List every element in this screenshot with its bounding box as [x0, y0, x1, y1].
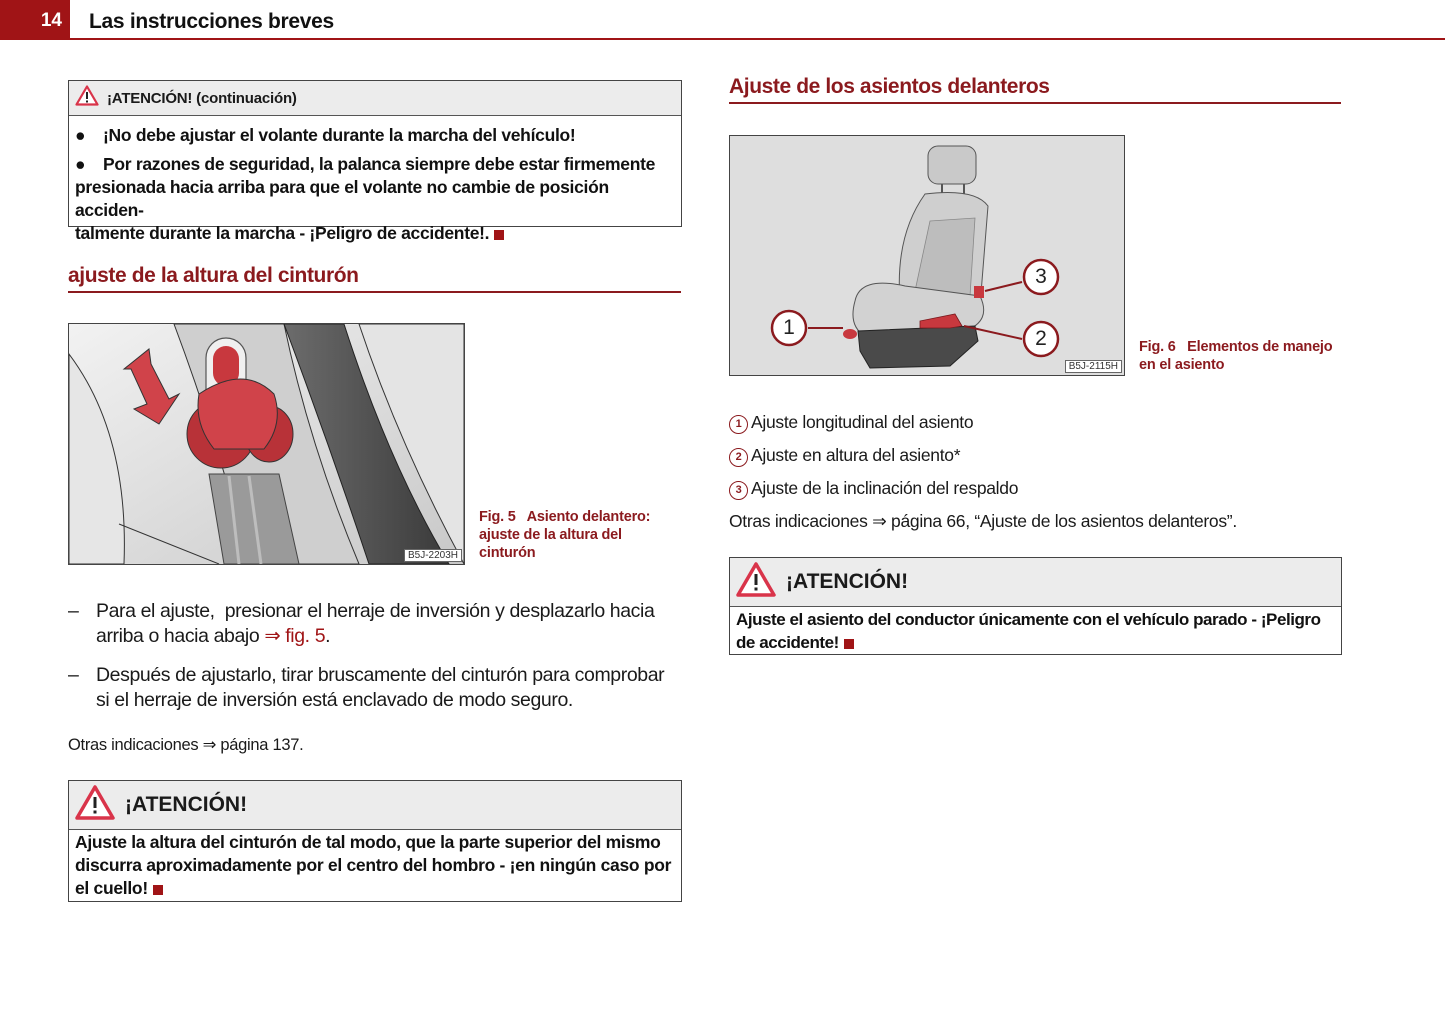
warning-bullet: ● ¡No debe ajustar el volante durante la marcha del vehículo! — [75, 125, 576, 145]
warning-body: Ajuste el asiento del conductor únicamente con el vehículo parado - ¡Peligro de accidente! — [736, 610, 1321, 652]
warning-line: talmente durante la marcha - ¡Peligro de accidente!. — [75, 222, 675, 245]
warning-box-belt — [68, 780, 682, 902]
end-mark-icon — [494, 230, 504, 240]
warning-triangle-icon — [736, 562, 776, 603]
header-rule — [70, 38, 1445, 40]
warning-header — [730, 558, 1341, 607]
page-number: 14 — [40, 10, 62, 31]
section-rule — [68, 291, 681, 293]
bullet-icon: ● — [75, 154, 86, 174]
figure-caption-5: Fig. 5 Asiento delantero: ajuste de la altura del cinturón — [479, 509, 651, 561]
callout-number-icon: 2 — [729, 448, 748, 467]
warning-body — [69, 116, 681, 245]
figure-seat-controls — [729, 135, 1125, 376]
callout-label-3: 3 — [1035, 265, 1047, 288]
warning-header — [69, 781, 681, 830]
warning-triangle-icon — [75, 85, 99, 111]
figure-belt-height-adjuster — [68, 323, 465, 565]
callout-number-icon: 3 — [729, 481, 748, 500]
section-title-front-seats: Ajuste de los asientos delanteros — [729, 75, 1050, 98]
legend-item: 3 Ajuste de la inclinación del respaldo — [729, 476, 1018, 501]
other-info-reference: Otras indicaciones ⇒ página 66, “Ajuste de los asientos delanteros”. — [729, 511, 1237, 531]
bullet-icon: ● — [75, 125, 86, 145]
warning-title: ¡ATENCIÓN! — [125, 793, 248, 816]
warning-box-continued — [68, 80, 682, 243]
figure-link[interactable]: ⇒ fig. 5 — [264, 625, 326, 647]
callout-label-2: 2 — [1035, 327, 1047, 350]
figure-caption-6: Fig. 6 Elementos de manejo en el asiento — [1139, 339, 1333, 373]
belt-adjuster-illustration — [69, 324, 464, 564]
legend-item: 1 Ajuste longitudinal del asiento — [729, 410, 973, 435]
warning-bullet: ● Por razones de seguridad, la palanca siempre debe estar firmemente — [75, 154, 656, 174]
step-item: – Para el ajuste, presionar el herraje de inversión y desplazarlo hacia arriba o hacia abajo ⇒ fig. 5. — [68, 600, 655, 647]
callout-number-icon: 1 — [729, 415, 748, 434]
callout-label-1: 1 — [783, 316, 795, 339]
legend-item: 2 Ajuste en altura del asiento* — [729, 443, 960, 468]
other-info-reference: Otras indicaciones ⇒ página 137. — [68, 736, 304, 754]
warning-title: ¡ATENCIÓN! (continuación) — [107, 89, 297, 107]
end-mark-icon — [153, 885, 163, 895]
step-item: – Después de ajustarlo, tirar bruscamente del cinturón para comprobar si el herraje de inversión está enclavado de modo seguro. — [68, 664, 665, 711]
running-header-title: Las instrucciones breves — [89, 10, 334, 33]
section-rule — [729, 102, 1341, 104]
warning-header — [69, 81, 681, 116]
warning-box-seat — [729, 557, 1342, 655]
warning-line: presionada hacia arriba para que el volante no cambie de posición acciden- — [75, 177, 609, 220]
warning-title: ¡ATENCIÓN! — [786, 570, 909, 593]
warning-body: Ajuste la altura del cinturón de tal modo, que la parte superior del mismo discurra aproximadamente por el centro del hombro - ¡en ningún caso por el cuello! — [75, 832, 672, 898]
warning-triangle-icon — [75, 785, 115, 826]
figure-code: B5J-2115H — [1065, 360, 1122, 373]
end-mark-icon — [844, 639, 854, 649]
section-title-belt-height: ajuste de la altura del cinturón — [68, 264, 359, 287]
figure-code: B5J-2203H — [404, 549, 462, 562]
